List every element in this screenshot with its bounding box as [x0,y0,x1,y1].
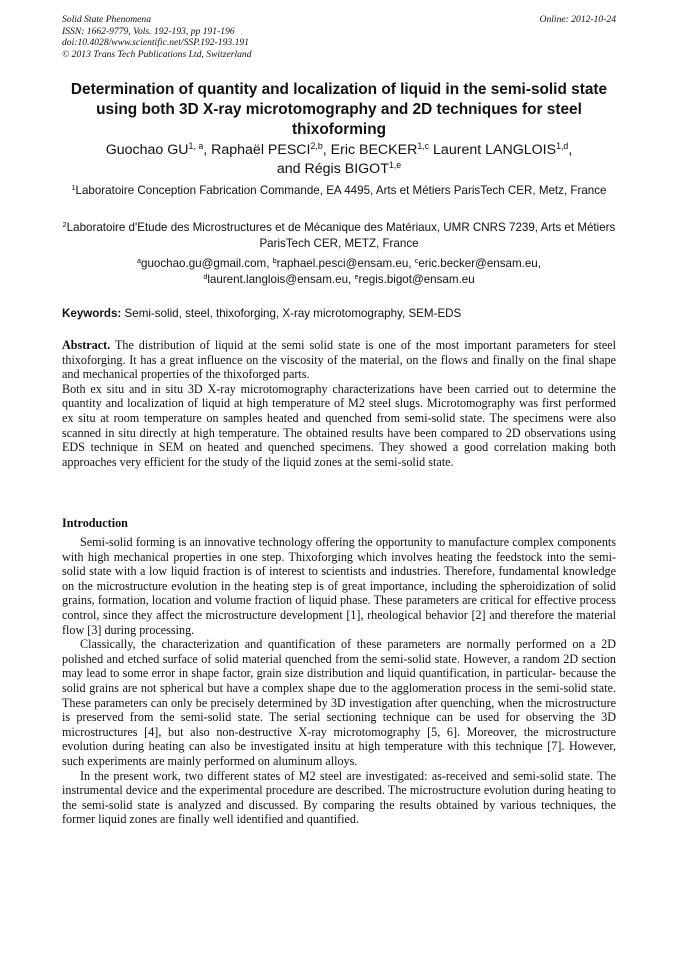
journal-header [62,14,616,60]
keywords-label: Keywords: [62,307,122,320]
abstract-paragraph [62,338,616,382]
email-address[interactable]: regis.bigot@ensam.eu [358,272,475,286]
introduction-body [62,535,616,827]
affiliation-mark: 2 [62,220,67,230]
email-mark: b [272,256,277,266]
affiliation-mark: 1 [71,183,76,193]
body-paragraph: In the present work, two different states of M2 steel are investigated: as-received and semi-solid state. The instrumental device and the experimental procedure are described. The microstructure evolution during heating to the semi-solid state is analyzed and discussed. By comparing the results obtained by various techniques, the former liquid zones are finally well identified and quantified. [62,768,616,827]
email-list: $^a$guochao.gu@gmail.com, $^b$raphael.pesci@ensam.eu, $^c$eric.becker@ensam.eu, $^d$laurent.langlois@ensam.eu, $^e$regis.bigot@ensam.eu [137,256,541,286]
author-name: Régis BIGOT [304,161,389,177]
email-mark: c [414,256,419,266]
author-name: Guochao GU [105,142,189,158]
author-list: Guochao GU$^{1, a}$, Raphaël PESCI$^{2,b}$, Eric BECKER$^{1,c}$ Laurent LANGLOIS$^{1,d}$, and Régis BIGOT$^{1,e}$ [105,141,573,177]
affiliation-text: Laboratoire d'Etude des Microstructures et de Mécanique des Matériaux, UMR CNRS 7239, Arts et Métiers ParisTech CER, METZ, France [66,221,616,250]
author-affil-mark: 1,e [388,160,402,171]
journal-doi: doi:10.4028/www.scientific.net/SSP.192-193.191 [62,37,249,49]
author-name: Eric BECKER [330,142,418,158]
email-address[interactable]: laurent.langlois@ensam.eu [207,272,349,286]
email-address[interactable]: guochao.gu@gmail.com [141,257,267,270]
author-name: Raphaël PESCI [211,142,311,158]
affiliation [62,183,616,199]
keywords [62,306,616,321]
abstract-label: Abstract. [62,338,111,352]
email-mark: a [137,256,141,266]
paper-title: Determination of quantity and localization of liquid in the semi-solid state using both 3D X-ray microtomography and 2D techniques for steel thixoforming [70,81,608,138]
body-paragraph: Classically, the characterization and quantification of these parameters are normally performed on a 2D polished and etched surface of solid material quenched from the semi-solid state. However, a random 2D section may lead to some error in shape factor, grain size distribution and liquid quantification, in particular- because the solid grains are not spherical but have a complex shape due to the agglomeration process in the semi-solid state. These parameters can only be precisely determined by 3D investigation after quenching, when the microstructure is preserved from the semi-solid state. The serial sectioning technique can be used for observing the 3D microstructures [4], but also non-destructive X-ray microtomography [5, 6]. Moreover, the microstructure evolution during heating can also be investigated insitu at high temperature with this technique [7]. However, such experiments are mainly performed on aluminum alloys. [62,637,616,768]
email-address[interactable]: raphael.pesci@ensam.eu [276,257,409,270]
abstract [62,338,616,469]
email-mark: e [354,271,359,281]
body-paragraph: Semi-solid forming is an innovative technology offering the opportunity to manufacture complex components with high mechanical properties in one step. Thixoforging which involves heating the feedstock into the semi-solid state with a low liquid fraction is of interest to scientists and industries. Therefore, fundamental knowledge on the microstructure evolution in the heating step is of great importance, including the spheroidization of solid grains, formation, location and volume fraction of liquid phase. These parameters are critical for effective process control, since they affect the microstructure development [1], rheological behavior [2] and therefore the material flow [3] during processing. [62,535,616,637]
email-mark: d [203,271,208,281]
author-affil-mark: 1, a [188,141,204,152]
journal-copyright: © 2013 Trans Tech Publications Ltd, Switzerland [62,48,252,60]
abstract-paragraph: Both ex situ and in situ 3D X-ray microtomography characterizations have been carried out to determine the quantity and localization of liquid at high temperature of M2 steel slugs. Microtomography was first performed ex situ at room temperature on samples heated and quenched from semi-solid state. The specimens were also scanned in situ directly at high temperature. The obtained results have been compared to 2D observations using EDS technique in SEM on heated and quenched specimens. They showed a good correlation making both approaches very efficient for the study of the liquid zones at the semi-solid state. [62,381,616,469]
affiliation-text: Laboratoire Conception Fabrication Commande, EA 4495, Arts et Métiers ParisTech CER, Metz, France [75,184,607,197]
abstract-text: The distribution of liquid at the semi solid state is one of the most important parameters for steel thixoforging. It has a great influence on the viscosity of the material, on the flows and finally on the final shape and mechanical properties of the thixoforged parts. [62,338,616,382]
section-heading: Introduction [62,516,128,530]
author-affil-mark: 1,d [556,141,569,152]
journal-issn: ISSN: 1662-9779, Vols. 192-193, pp 191-196 [62,25,235,37]
journal-name: Solid State Phenomena [62,14,151,25]
author-affil-mark: 1,c [417,141,430,152]
email-address[interactable]: eric.becker@ensam.eu [418,257,538,270]
author-name: Laurent LANGLOIS [433,142,557,158]
online-date: Online: 2012-10-24 [539,14,616,25]
affiliation [62,220,616,251]
keywords-text: Semi-solid, steel, thixoforging, X-ray microtomography, SEM-EDS [124,307,462,320]
author-affil-mark: 2,b [310,141,323,152]
